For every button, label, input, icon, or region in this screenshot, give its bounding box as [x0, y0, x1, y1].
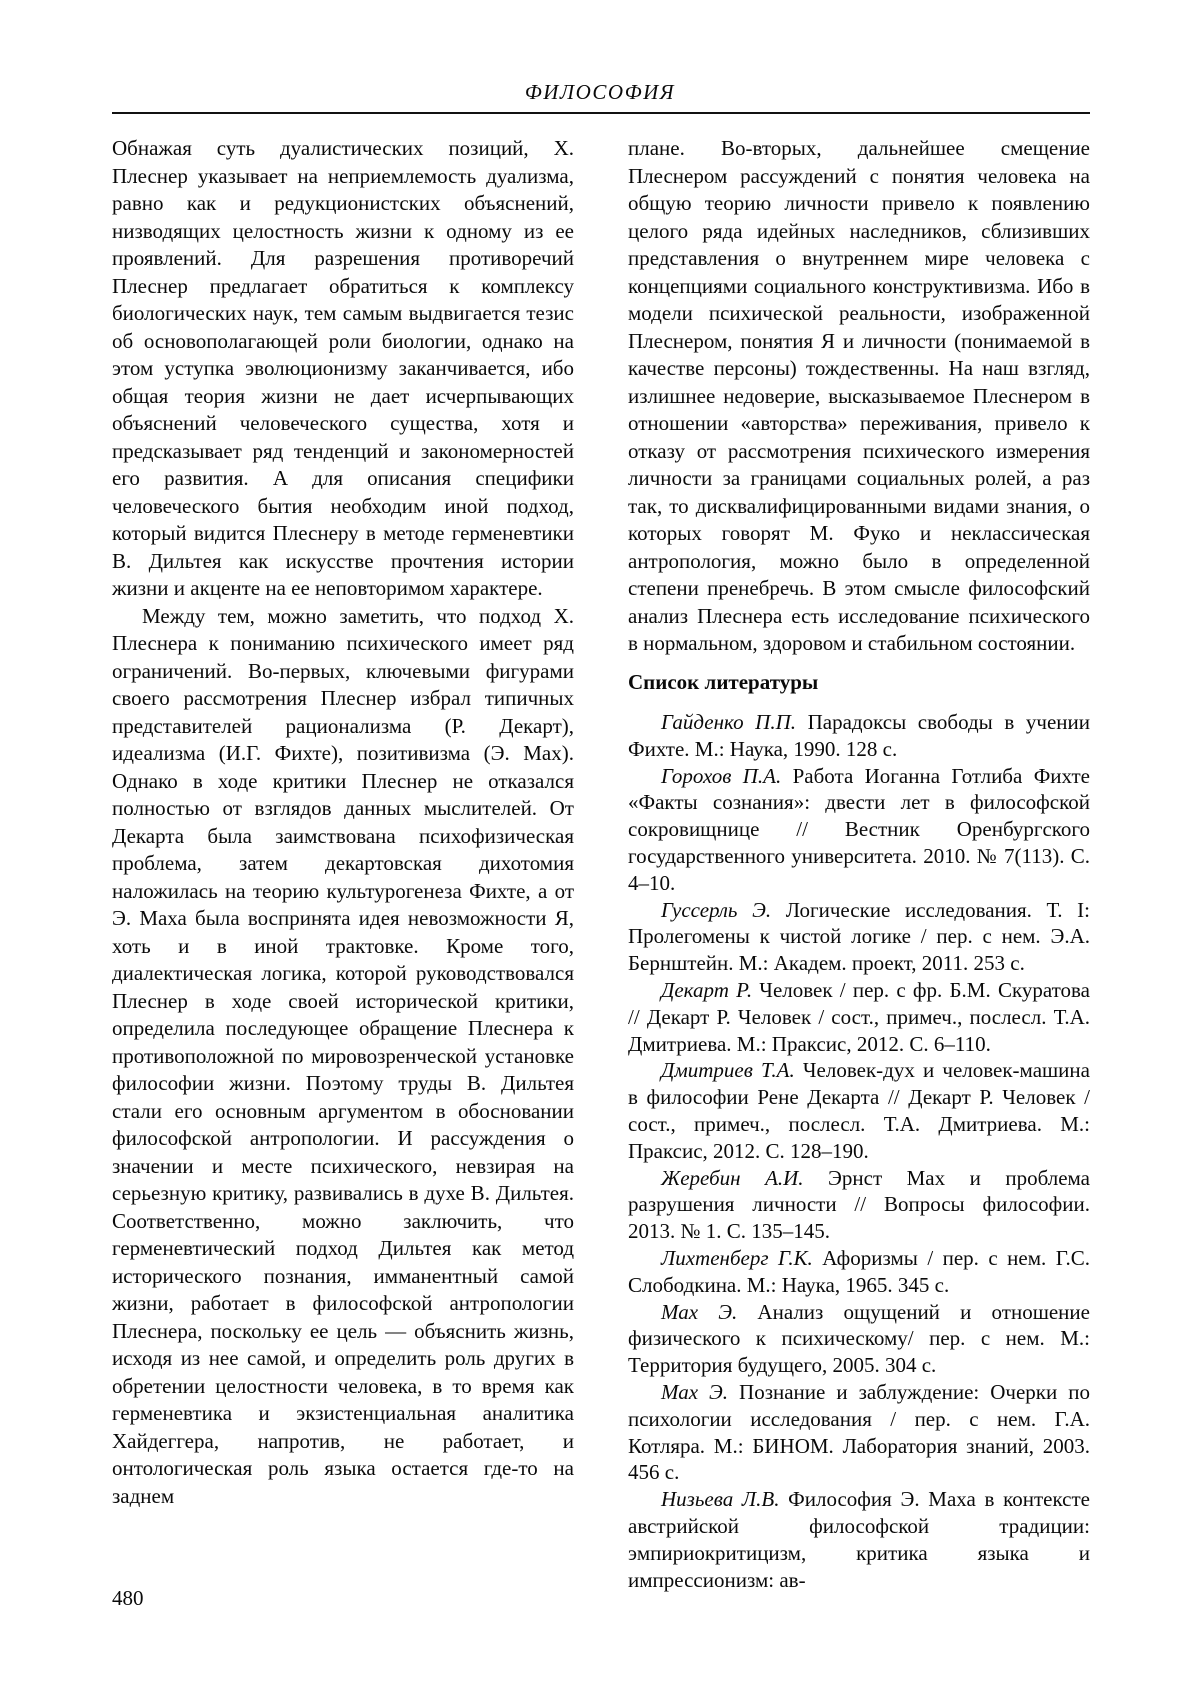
bibliography-heading: Список литературы: [628, 669, 819, 694]
reference-text: Анализ ощущений и отношение физического к психическому/ пер. с нем. М.: Территория будущего, 2005. 304 с.: [628, 1299, 1090, 1378]
reference-item: [628, 977, 1090, 1057]
reference-text: Работа Иоганна Готлиба Фихте «Факты сознания»: двести лет в философской сокровищнице // Вестник Оренбургского государственного университета. 2010. № 7(113). С. 4–10.: [628, 763, 1090, 895]
reference-author: Жеребин А.И.: [661, 1165, 804, 1190]
reference-item: [628, 709, 1090, 763]
page-number: 480: [112, 1586, 144, 1610]
reference-item: [628, 897, 1090, 977]
section-header: ФИЛОСОФИЯ: [524, 80, 676, 104]
text-columns: [0, 135, 1200, 1593]
reference-item: [628, 1245, 1090, 1299]
reference-author: Дмитриев Т.А.: [661, 1058, 795, 1083]
reference-text: Человек / пер. с фр. Б.М. Скуратова // Декарт Р. Человек / сост., примеч., послесл. Т.А. Дмитриева. М.: Праксис, 2012. С. 6–110.: [628, 977, 1090, 1056]
reference-item: [628, 1057, 1090, 1164]
left-column: [112, 135, 574, 1593]
paragraph: Между тем, можно заметить, что подход Х. Плеснера к пониманию психического имеет ряд ограничений. Во-первых, ключевыми фигурами своего рассмотрения Плеснер избрал типичных представителей рационализма (Р. Декарт), идеализма (И.Г. Фихте), позитивизма (Э. Мах). Однако в ходе критики Плеснер не отказался полностью от взглядов данных мыслителей. От Декарта была заимствована психофизическая проблема, затем декартовская дихотомия наложилась на теорию культурогенеза Фихте, а от Э. Маха была воспринята идея невозможности Я, хоть и в иной трактовке. Кроме того, диалектическая логика, которой руководствовался Плеснер в ходе своей исторической критики, определила последующее обращение Плеснера к противоположной по мировозренческой установке философии жизни. Поэтому труды В. Дильтея стали его основным аргументом в обосновании философской антропологии. И рассуждения о значении и месте психического, невзирая на серьезную критику, развивались в духе В. Дильтея. Соответственно, можно заключить, что герменевтический подход Дильтея как метод исторического познания, имманентный самой жизни, работает в философской антропологии Плеснера, поскольку ее цель — объяснить жизнь, исходя из нее самой, и определить роль других в обретении целостности человека, в то время как герменевтика и экзистенциальная аналитика Хайдеггера, напротив, не работает, и онтологическая роль языка остается где-то на заднем: [112, 603, 574, 1508]
paragraph: Обнажая суть дуалистических позиций, Х. Плеснер указывает на неприемлемость дуализма, равно как и редукционистских объяснений, низводящих целостность жизни к одному из ее проявлений. Для разрешения противоречий Плеснер предлагает обратиться к комплексу биологических наук, тем самым выдвигается тезис об основополагающей роли биологии, однако на этом уступка эволюционизму заканчивается, ибо общая теория жизни не дает исчерпывающих объяснений человеческого существа, хотя и предсказывает ряд тенденций и закономерностей его развития. А для описания специфики человеческого бытия необходим иной подход, который видится Плеснеру в методе герменевтики В. Дильтея как искусстве прочтения истории жизни и акценте на ее неповторимом характере.: [112, 136, 574, 600]
reference-item: [628, 1379, 1090, 1486]
reference-author: Мах Э.: [661, 1299, 738, 1324]
paragraph: плане. Во-вторых, дальнейшее смещение Плеснером рассуждений с понятия человека на общую теорию личности привело к появлению целого ряда идейных наследников, сблизивших представления о внутреннем мире человека с концепциями социального конструктивизма. Ибо в модели психической реальности, изображенной Плеснером, понятия Я и личности (понимаемой в качестве персоны) тождественны. На наш взгляд, излишнее недоверие, высказываемое Плеснером в отношении «авторства» переживания, привело к отказу от рассмотрения психического измерения личности за границами социальных ролей, а раз так, то дисквалифицированными видами знания, о которых говорят М. Фуко и неклассическая антропология, можно было в определенной степени пренебречь. В этом смысле философский анализ Плеснера есть исследование психического в нормальном, здоровом и стабильном состоянии.: [628, 136, 1090, 655]
reference-text: Парадоксы свободы в учении Фихте. М.: Наука, 1990. 128 с.: [628, 710, 1090, 761]
reference-author: Мах Э.: [661, 1379, 729, 1404]
reference-item: [628, 1299, 1090, 1379]
reference-text: Философия Э. Маха в контексте австрийской философской традиции: эмпириокритицизм, критика языка и импрессионизм: ав-: [628, 1487, 1090, 1592]
reference-item: [628, 1165, 1090, 1245]
header-rule: [112, 112, 1090, 114]
reference-text: Познание и заблуждение: Очерки по психологии исследования / пер. с нем. Г.А. Котляра. М.: БИНОМ. Лаборатория знаний, 2003. 456 с.: [628, 1379, 1090, 1485]
reference-author: Лихтенберг Г.К.: [661, 1245, 813, 1270]
right-column: [628, 135, 1090, 1593]
reference-author: Низьева Л.В.: [661, 1487, 780, 1512]
reference-author: Гуссерль Э.: [661, 897, 772, 922]
reference-item: [628, 1486, 1090, 1593]
reference-item: [628, 763, 1090, 897]
reference-text: Афоризмы / пер. с нем. Г.С. Слободкина. М.: Наука, 1965. 345 с.: [628, 1245, 1090, 1297]
reference-text: Человек-дух и человек-машина в философии Рене Декарта // Декарт Р. Человек / сост., примеч., послесл. Т.А. Дмитриева. М.: Праксис, 2012. С. 128–190.: [628, 1058, 1090, 1163]
reference-text: Эрнст Мах и проблема разрушения личности // Вопросы философии. 2013. № 1. С. 135–145.: [628, 1165, 1090, 1244]
reference-text: Логические исследования. Т. I: Пролегомены к чистой логике / пер. с нем. Э.А. Бернштейн. М.: Академ. проект, 2011. 253 с.: [628, 897, 1091, 976]
reference-author: Гайденко П.П.: [661, 710, 796, 734]
reference-author: Декарт Р.: [661, 977, 753, 1002]
reference-author: Горохов П.А.: [661, 763, 782, 788]
